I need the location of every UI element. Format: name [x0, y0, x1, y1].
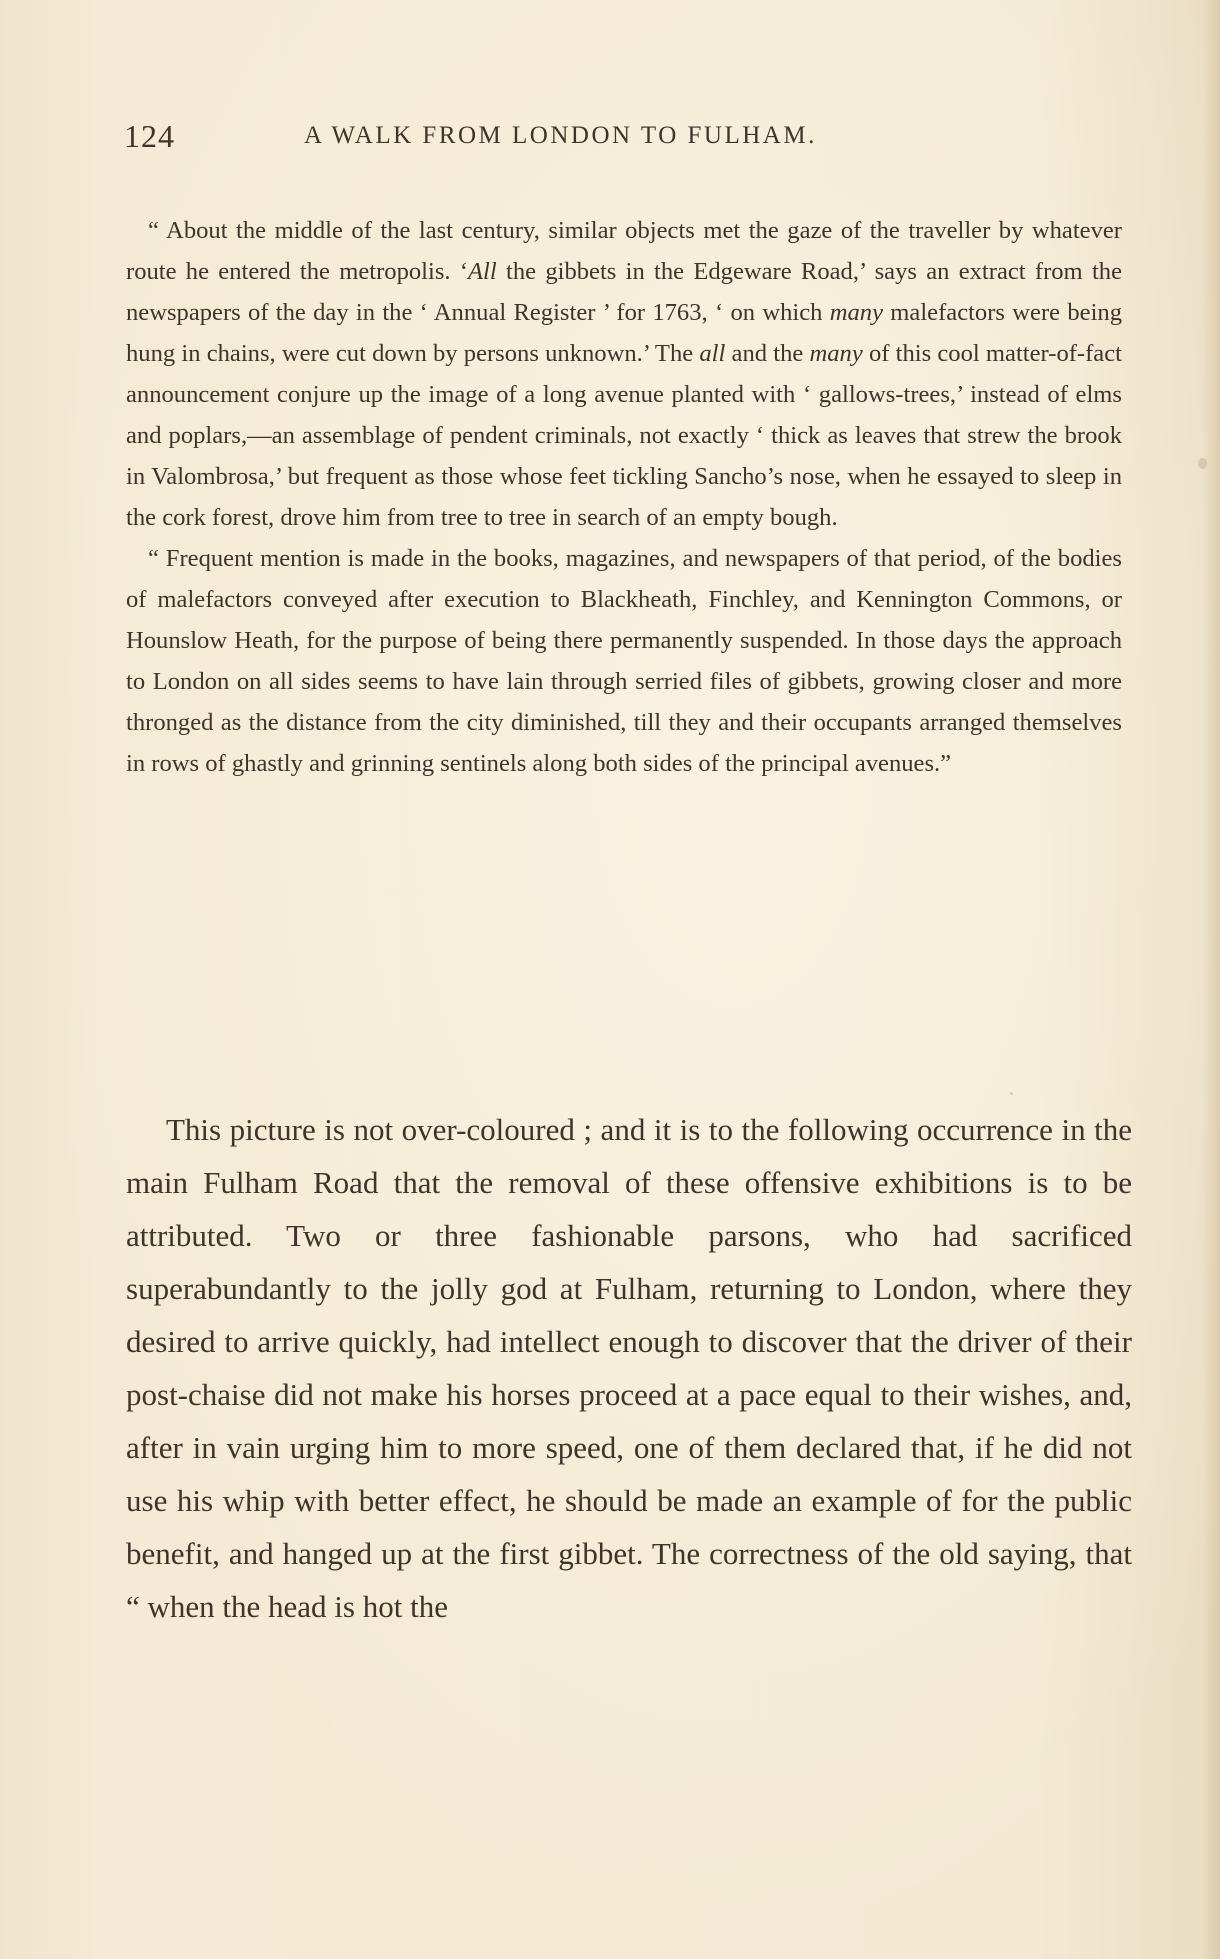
block-quote: [126, 210, 1122, 784]
running-header: [124, 118, 1124, 158]
running-title: A WALK FROM LONDON TO FULHAM.: [304, 122, 817, 149]
paper-speck: [1010, 1092, 1013, 1095]
page-number: 124: [124, 118, 175, 154]
page-edge-shadow: [1202, 0, 1220, 1959]
quote-paragraph-2: “ Frequent mention is made in the books, magazines, and newspapers of that period, of the bodies of malefactors conveyed after execution to Blackheath, Finchley, and Kennington Commons, or Hounslow Heath, for the purpose of being there permanently suspended. In those days the approach to London on all sides seems to have lain through serried files of gibbets, growing closer and more thronged as the distance from the city diminished, till they and their occupants arranged themselves in rows of ghastly and grinning sentinels along both sides of the principal avenues.”: [126, 545, 1122, 777]
body-text: [126, 1103, 1132, 1633]
paper-speck: [1198, 458, 1207, 469]
body-paragraph-1: This picture is not over-coloured ; and it is to the following occurrence in the main Fulham Road that the removal of these offensive exhibitions is to be attributed. Two or three fashionable parsons, who had sacrificed superabundantly to the jolly god at Fulham, returning to London, where they desired to arrive quickly, had intellect enough to discover that the driver of their post-chaise did not make his horses proceed at a pace equal to their wishes, and, after in vain urging him to more speed, one of them declared that, if he did not use his whip with better effect, he should be made an example of for the public benefit, and hanged up at the first gibbet. The correctness of the old saying, that “ when the head is hot the: [126, 1112, 1132, 1624]
quote-paragraph-1: “ About the middle of the last century, similar objects met the gaze of the traveller by whatever route he entered the metropolis. ‘All the gibbets in the Edgeware Road,’ says an extract from the newspapers of the day in the ‘ Annual Register ’ for 1763, ‘ on which many malefactors were being hung in chains, were cut down by persons unknown.’ The all and the many of this cool matter-of-fact announcement conjure up the image of a long avenue planted with ‘ gallows-trees,’ instead of elms and poplars,—an assemblage of pendent criminals, not exactly ‘ thick as leaves that strew the brook in Valombrosa,’ but frequent as those whose feet tickling Sancho’s nose, when he essayed to sleep in the cork forest, drove him from tree to tree in search of an empty bough.: [126, 217, 1122, 531]
